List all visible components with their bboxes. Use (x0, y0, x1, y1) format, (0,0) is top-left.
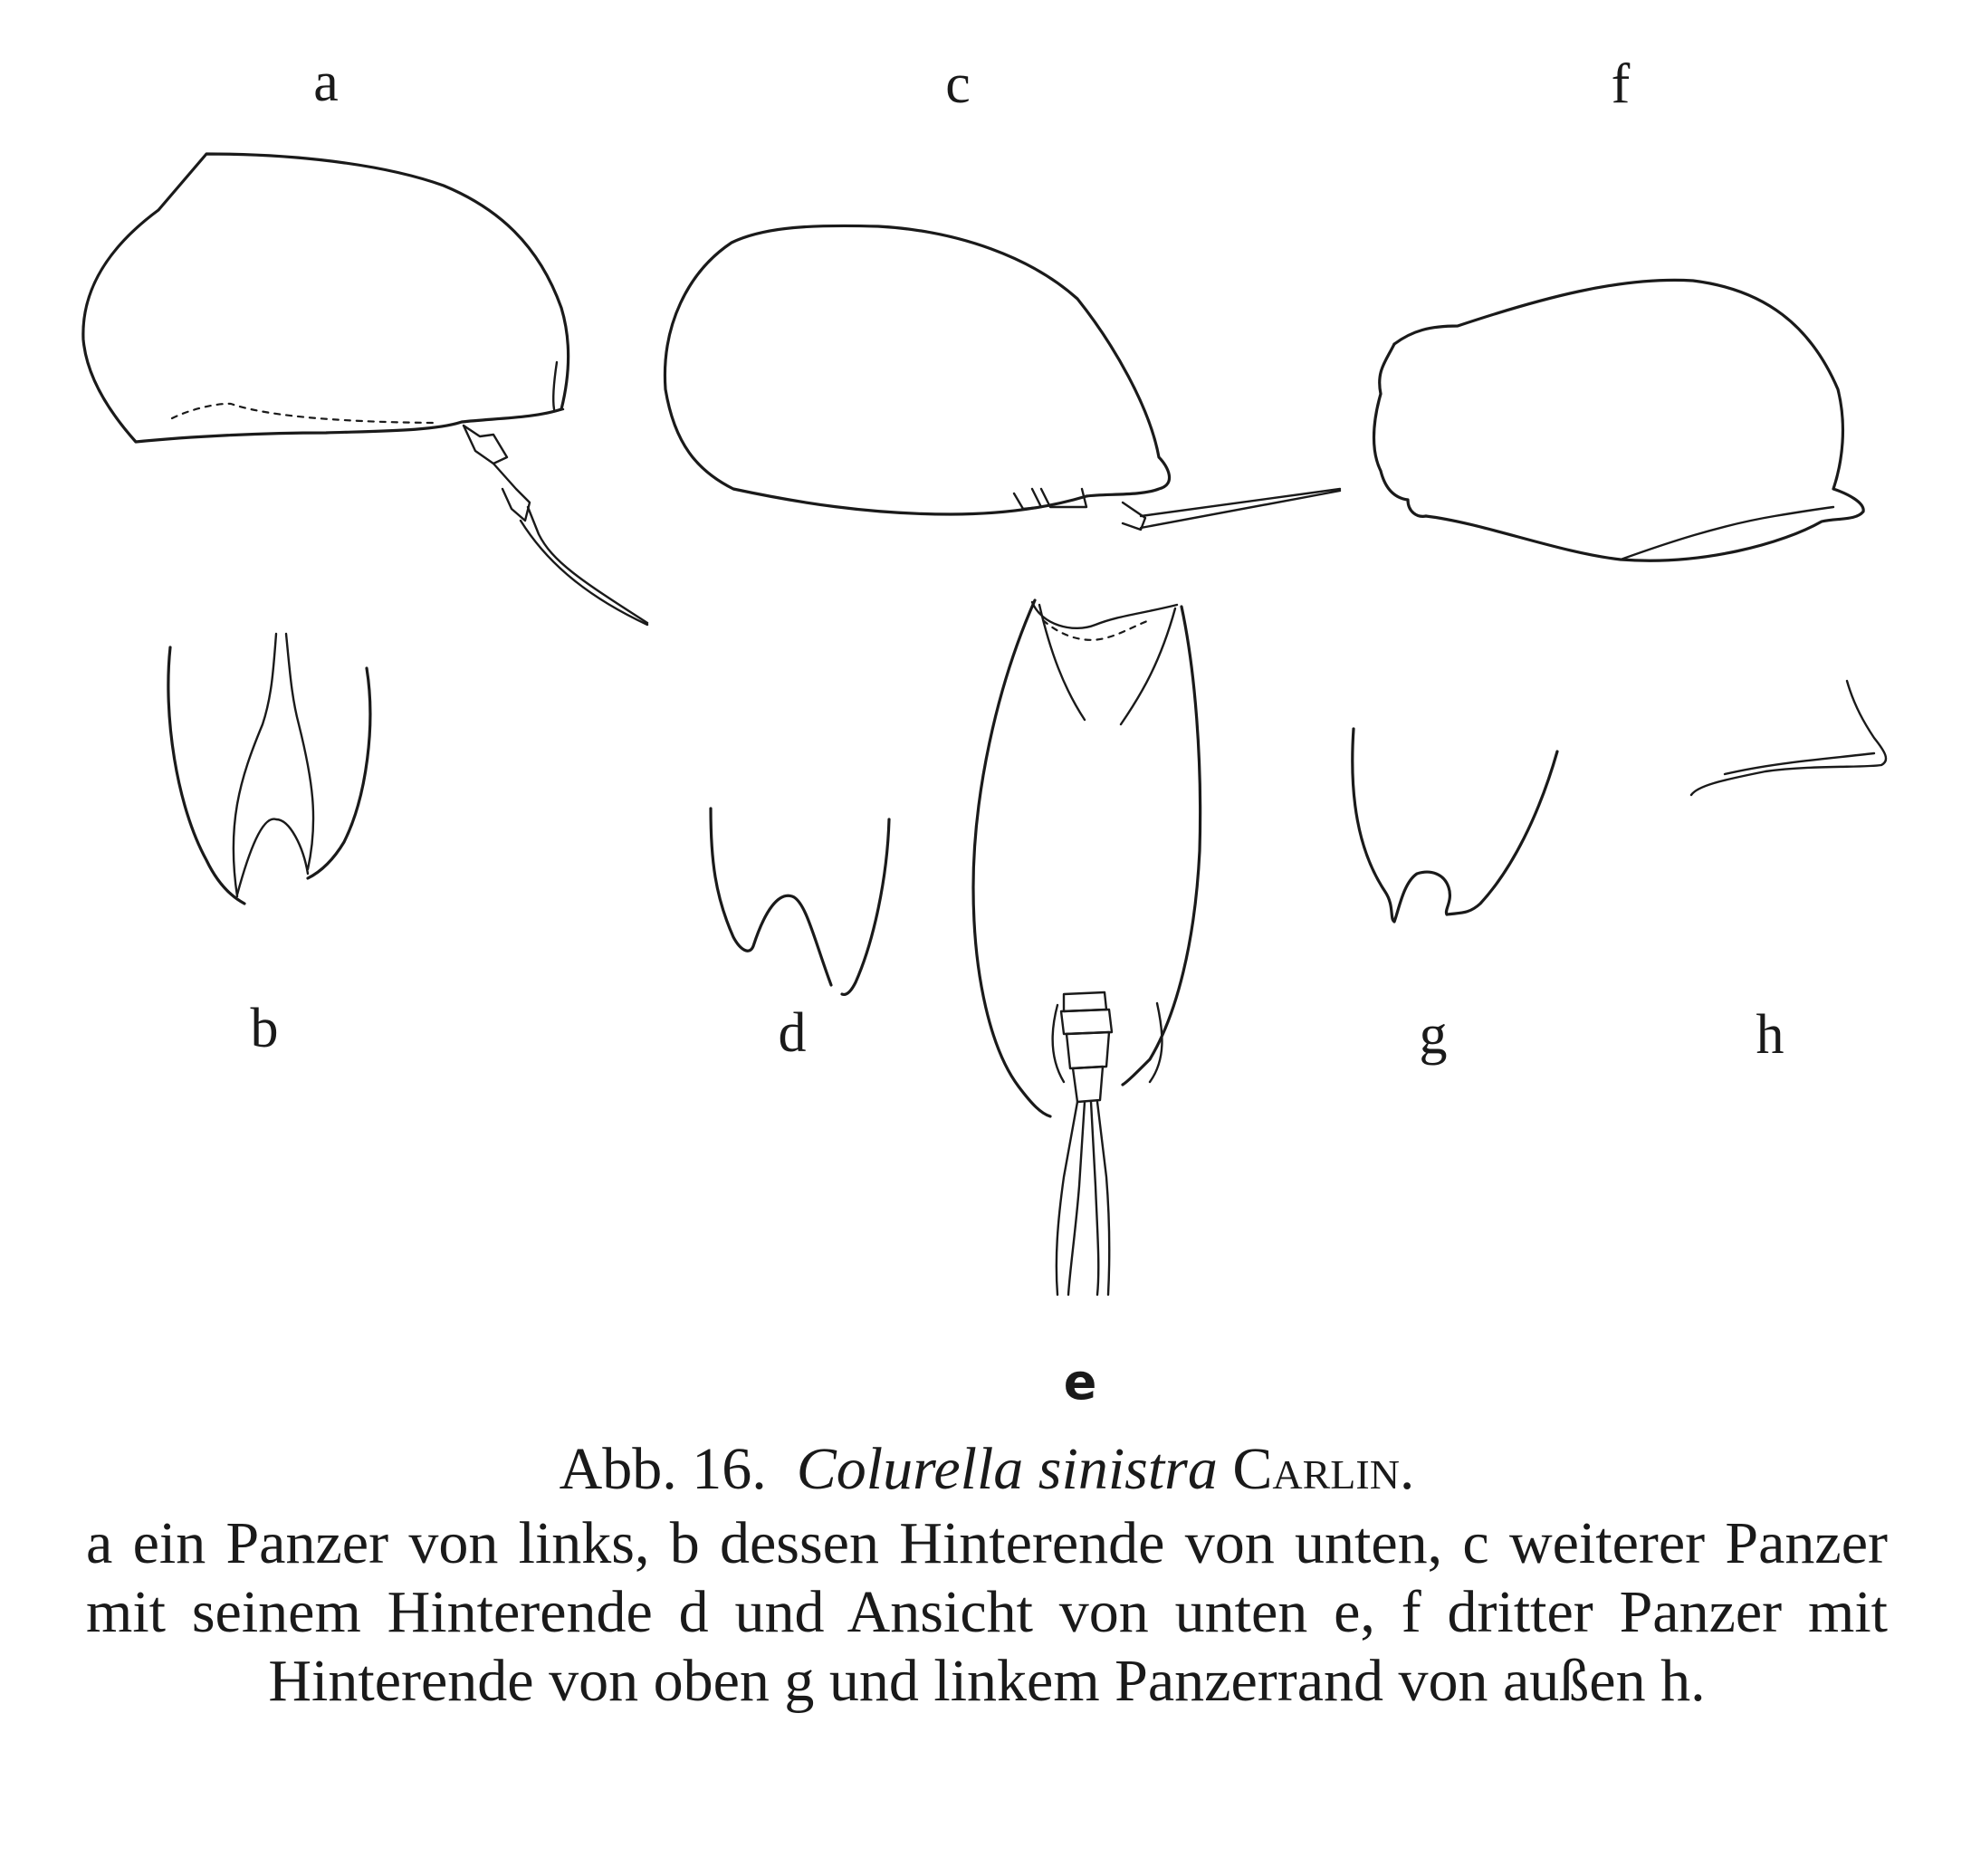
caption-author: Carlin. (1232, 1436, 1415, 1502)
panel-label-a: a (313, 52, 339, 113)
drawing-a-lorica-left-view (83, 154, 647, 625)
drawing-b-posterior-end-ventral (168, 634, 370, 904)
panel-label-f: f (1611, 53, 1631, 115)
panel-label-e: e (1063, 1354, 1097, 1411)
caption-title (86, 1435, 1888, 1504)
caption-figure-number: Abb. 16. (559, 1436, 767, 1502)
panel-label-d: d (778, 1002, 807, 1064)
panel-label-b: b (250, 998, 279, 1059)
drawing-h-lorica-margin (1691, 681, 1886, 795)
panel-label-h: h (1756, 1004, 1784, 1066)
panel-label-c: c (945, 53, 971, 115)
drawing-e-ventral-view (973, 600, 1201, 1295)
drawing-f-lorica (1374, 280, 1864, 560)
drawing-c-lorica (665, 225, 1340, 530)
caption-species: Colurella sinistra (796, 1436, 1218, 1502)
drawing-d-posterior-end (711, 809, 889, 994)
caption-body: a ein Panzer von links, b dessen Hinterende von unten, c weiterer Panzer mit seinem Hinterende d und Ansicht von unten e, f dritter Panzer mit Hinterende von oben g und linkem Panzerrand von außen h. (86, 1510, 1888, 1714)
drawing-g-posterior-end-dorsal (1353, 729, 1557, 922)
figure-caption (86, 1435, 1888, 1716)
panel-label-g: g (1419, 1004, 1448, 1066)
